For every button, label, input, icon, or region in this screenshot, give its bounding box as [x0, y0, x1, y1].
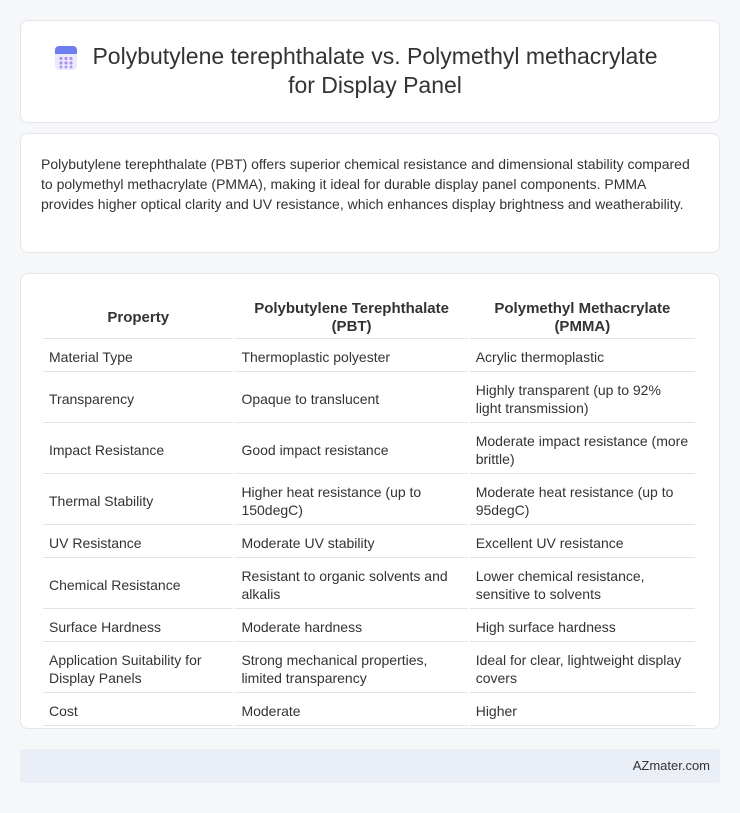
page-title: Polybutylene terephthalate vs. Polymethyl methacrylate for Display Panel — [92, 43, 658, 98]
pbt-cell: Resistant to organic solvents and alkalis — [235, 560, 467, 609]
pbt-cell: Moderate — [235, 695, 467, 726]
pbt-cell: Strong mechanical properties, limited transparency — [235, 644, 467, 693]
pmma-cell: Moderate impact resistance (more brittle) — [470, 425, 695, 474]
summary-text: Polybutylene terephthalate (PBT) offers superior chemical resistance and dimensional stability compared to polymethyl methacrylate (PMMA), making it ideal for durable display panel components. PMMA provides higher optical clarity and UV resistance, which enhances display brightness and weatherability. — [41, 156, 690, 212]
pbt-cell: Moderate UV stability — [235, 527, 467, 558]
property-cell: Chemical Resistance — [43, 560, 233, 609]
pmma-cell: Moderate heat resistance (up to 95degC) — [470, 476, 695, 525]
table-row — [43, 611, 695, 642]
header-pbt: Polybutylene Terephthalate (PBT) — [235, 296, 467, 339]
pmma-cell: Highly transparent (up to 92% light transmission) — [470, 374, 695, 423]
property-cell: Cost — [43, 695, 233, 726]
table-row — [43, 560, 695, 609]
title-card — [20, 20, 720, 123]
pmma-cell: Excellent UV resistance — [470, 527, 695, 558]
pbt-cell: Opaque to translucent — [235, 374, 467, 423]
table-row — [43, 644, 695, 693]
property-cell: Thermal Stability — [43, 476, 233, 525]
footer-brand-link[interactable]: AZmater.com — [632, 758, 710, 773]
footer — [20, 749, 720, 783]
pmma-cell: Lower chemical resistance, sensitive to solvents — [470, 560, 695, 609]
table-row — [43, 476, 695, 525]
pmma-cell: Ideal for clear, lightweight display covers — [470, 644, 695, 693]
property-cell: Application Suitability for Display Panels — [43, 644, 233, 693]
table-row — [43, 374, 695, 423]
pbt-cell: Thermoplastic polyester — [235, 341, 467, 372]
property-cell: UV Resistance — [43, 527, 233, 558]
table-header-row — [43, 296, 695, 339]
table-row — [43, 341, 695, 372]
pmma-cell: Acrylic thermoplastic — [470, 341, 695, 372]
table-row — [43, 527, 695, 558]
comparison-card — [20, 273, 720, 729]
pbt-cell: Good impact resistance — [235, 425, 467, 474]
table-row — [43, 425, 695, 474]
pbt-cell: Higher heat resistance (up to 150degC) — [235, 476, 467, 525]
property-cell: Impact Resistance — [43, 425, 233, 474]
table-row — [43, 695, 695, 726]
comparison-table — [41, 294, 697, 728]
pmma-cell: High surface hardness — [470, 611, 695, 642]
header-pmma: Polymethyl Methacrylate (PMMA) — [470, 296, 695, 339]
property-cell: Surface Hardness — [43, 611, 233, 642]
pbt-cell: Moderate hardness — [235, 611, 467, 642]
header-property: Property — [43, 296, 233, 339]
pmma-cell: Higher — [470, 695, 695, 726]
property-cell: Transparency — [43, 374, 233, 423]
property-cell: Material Type — [43, 341, 233, 372]
summary-card — [20, 133, 720, 253]
